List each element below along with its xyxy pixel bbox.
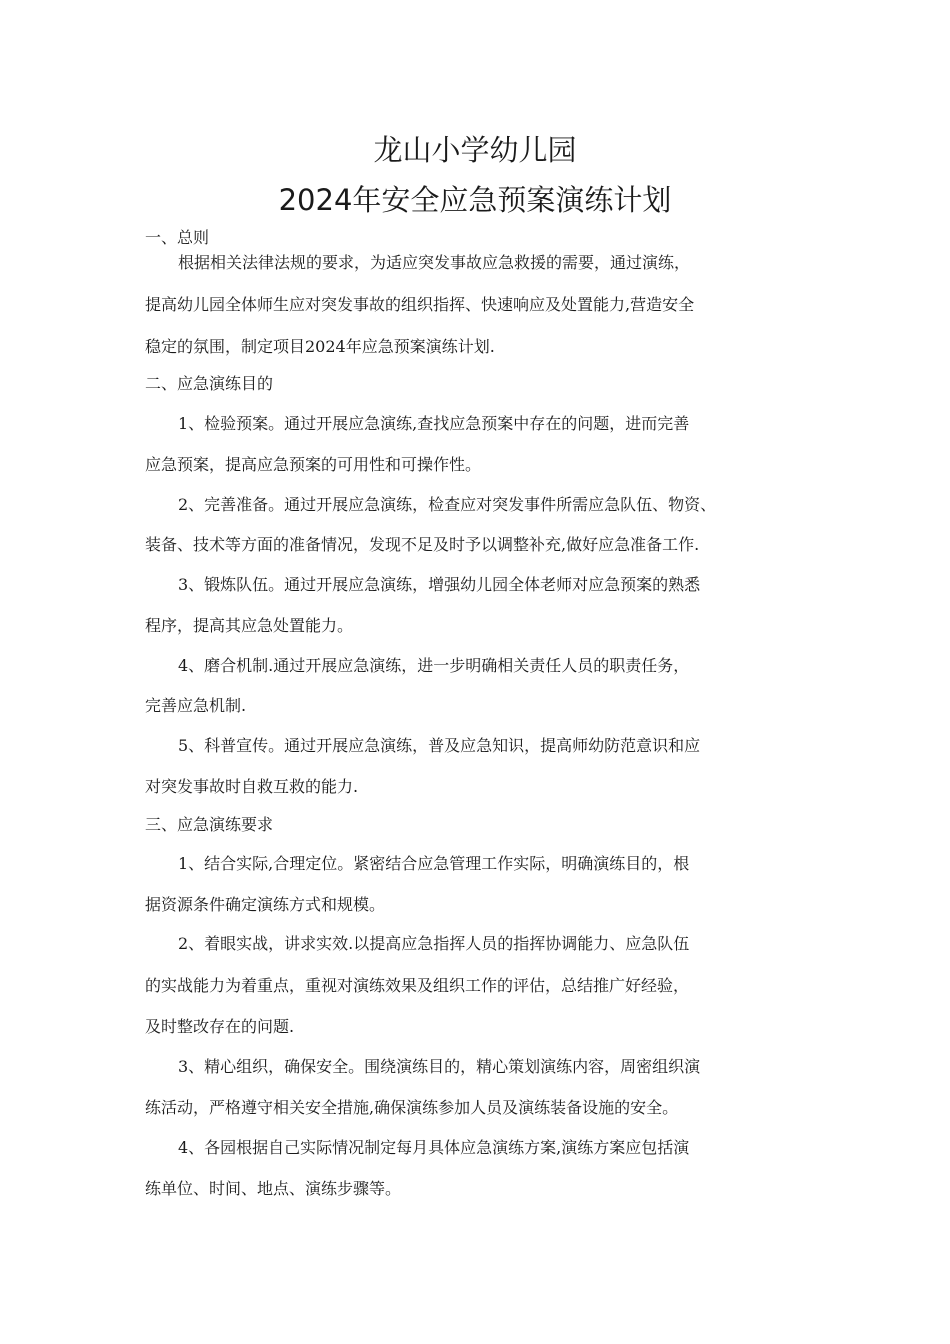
paragraph-line: 1、检验预案。通过开展应急演练,查找应急预案中存在的问题，进而完善 [178, 414, 690, 433]
paragraph-line: 对突发事故时自救互救的能力. [145, 777, 359, 796]
paragraph-line: 装备、技术等方面的准备情况，发现不足及时予以调整补充,做好应急准备工作. [145, 535, 700, 554]
paragraph-line: 据资源条件确定演练方式和规模。 [145, 895, 386, 914]
paragraph-line: 的实战能力为着重点，重视对演练效果及组织工作的评估，总结推广好经验， [145, 976, 690, 995]
paragraph-line: 练活动，严格遵守相关安全措施,确保演练参加人员及演练装备设施的安全。 [145, 1098, 679, 1117]
paragraph-line: 3、锻炼队伍。通过开展应急演练，增强幼儿园全体老师对应急预案的熟悉 [178, 575, 701, 594]
document-title-plan: 2024年安全应急预案演练计划 [278, 183, 672, 217]
section-heading-requirements: 三、应急演练要求 [145, 815, 274, 834]
paragraph-line: 及时整改存在的问题. [145, 1017, 295, 1036]
paragraph-line: 4、磨合机制.通过开展应急演练，进一步明确相关责任人员的职责任务， [178, 656, 690, 675]
paragraph-line: 4、各园根据自己实际情况制定每月具体应急演练方案,演练方案应包括演 [178, 1138, 690, 1157]
paragraph-line: 程序，提高其应急处置能力。 [145, 616, 354, 635]
paragraph-line: 1、结合实际,合理定位。紧密结合应急管理工作实际，明确演练目的，根 [178, 854, 690, 873]
paragraph-line: 练单位、时间、地点、演练步骤等。 [145, 1179, 402, 1198]
paragraph-line: 2、着眼实战，讲求实效.以提高应急指挥人员的指挥协调能力、应急队伍 [178, 934, 690, 953]
paragraph-line: 稳定的氛围，制定项目2024年应急预案演练计划. [145, 337, 495, 356]
paragraph-line: 2、完善准备。通过开展应急演练，检查应对突发事件所需应急队伍、物资、 [178, 495, 717, 514]
paragraph-line: 提高幼儿园全体师生应对突发事故的组织指挥、快速响应及处置能力,营造安全 [145, 295, 695, 314]
paragraph-line: 3、精心组织，确保安全。围绕演练目的，精心策划演练内容，周密组织演 [178, 1057, 701, 1076]
section-heading-purpose: 二、应急演练目的 [145, 374, 274, 393]
paragraph-line: 应急预案，提高应急预案的可用性和可操作性。 [145, 455, 482, 474]
paragraph-line: 完善应急机制. [145, 696, 247, 715]
paragraph-line: 5、科普宣传。通过开展应急演练，普及应急知识，提高师幼防范意识和应 [178, 736, 701, 755]
document-title-school: 龙山小学幼儿园 [373, 133, 577, 167]
section-heading-general: 一、总则 [145, 228, 210, 247]
paragraph-line: 根据相关法律法规的要求，为适应突发事故应急救援的需要，通过演练， [178, 253, 691, 272]
